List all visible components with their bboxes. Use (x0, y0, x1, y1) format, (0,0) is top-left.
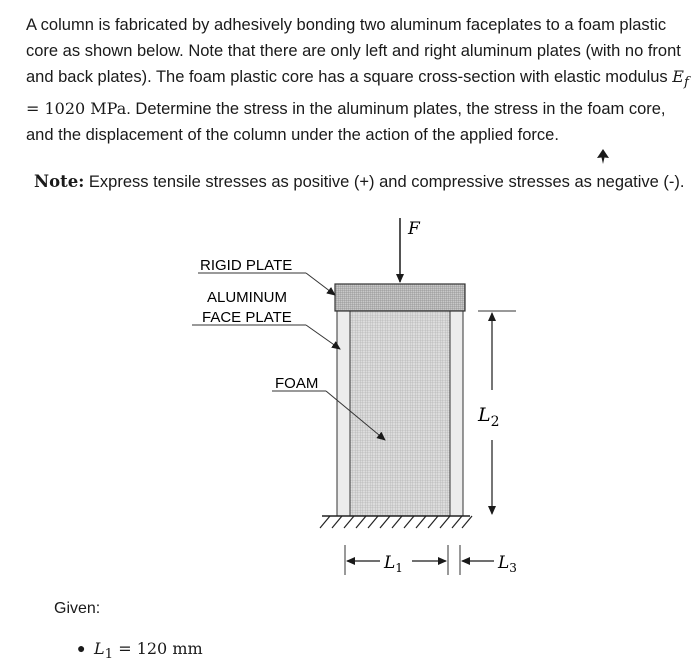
aluminum-plate-left (337, 311, 350, 516)
l3-label: $L_3$ (498, 553, 517, 575)
rigid-plate-label: RIGID PLATE (200, 257, 293, 274)
l1-label: $L_1$ (384, 553, 403, 575)
given-item-l1 (77, 639, 203, 662)
bullet-icon: ● (77, 640, 86, 656)
foam-label: FOAM (275, 375, 319, 392)
foam-core (350, 311, 450, 516)
modulus-expression: $E_f = 1020$ MPa (26, 67, 689, 119)
face-plate-leader (306, 325, 340, 349)
problem-text: A column is fabricated by adhesively bonding two aluminum faceplates to a foam plastic core as shown below. Note that there are only left and right aluminum plates (with no front and back plates). The foam plastic core has a square cross-section with elastic modulus $E_f = 1020$ MPa. Determine the stress in the aluminum plates, the stress in the foam core, and the displacement of the column under the action of the applied force. (26, 16, 689, 145)
note-label: Note: (34, 172, 85, 191)
aluminum-label: ALUMINUM (207, 289, 288, 306)
l2-label: $L_2$ (478, 404, 500, 430)
given-l1-expression: $L_1 = 120$ mm (94, 639, 203, 662)
aluminum-plate-right (450, 311, 463, 516)
mouse-cursor-icon (596, 149, 610, 165)
force-label: F (408, 219, 420, 239)
note-text: Express tensile stresses as positive (+) and compressive stresses as negative (-). (84, 173, 685, 191)
given-label: Given: (54, 600, 101, 617)
ground-hatch (320, 516, 472, 528)
rigid-plate (335, 284, 465, 311)
face-plate-label: FACE PLATE (202, 309, 292, 326)
rigid-plate-leader (306, 273, 335, 295)
